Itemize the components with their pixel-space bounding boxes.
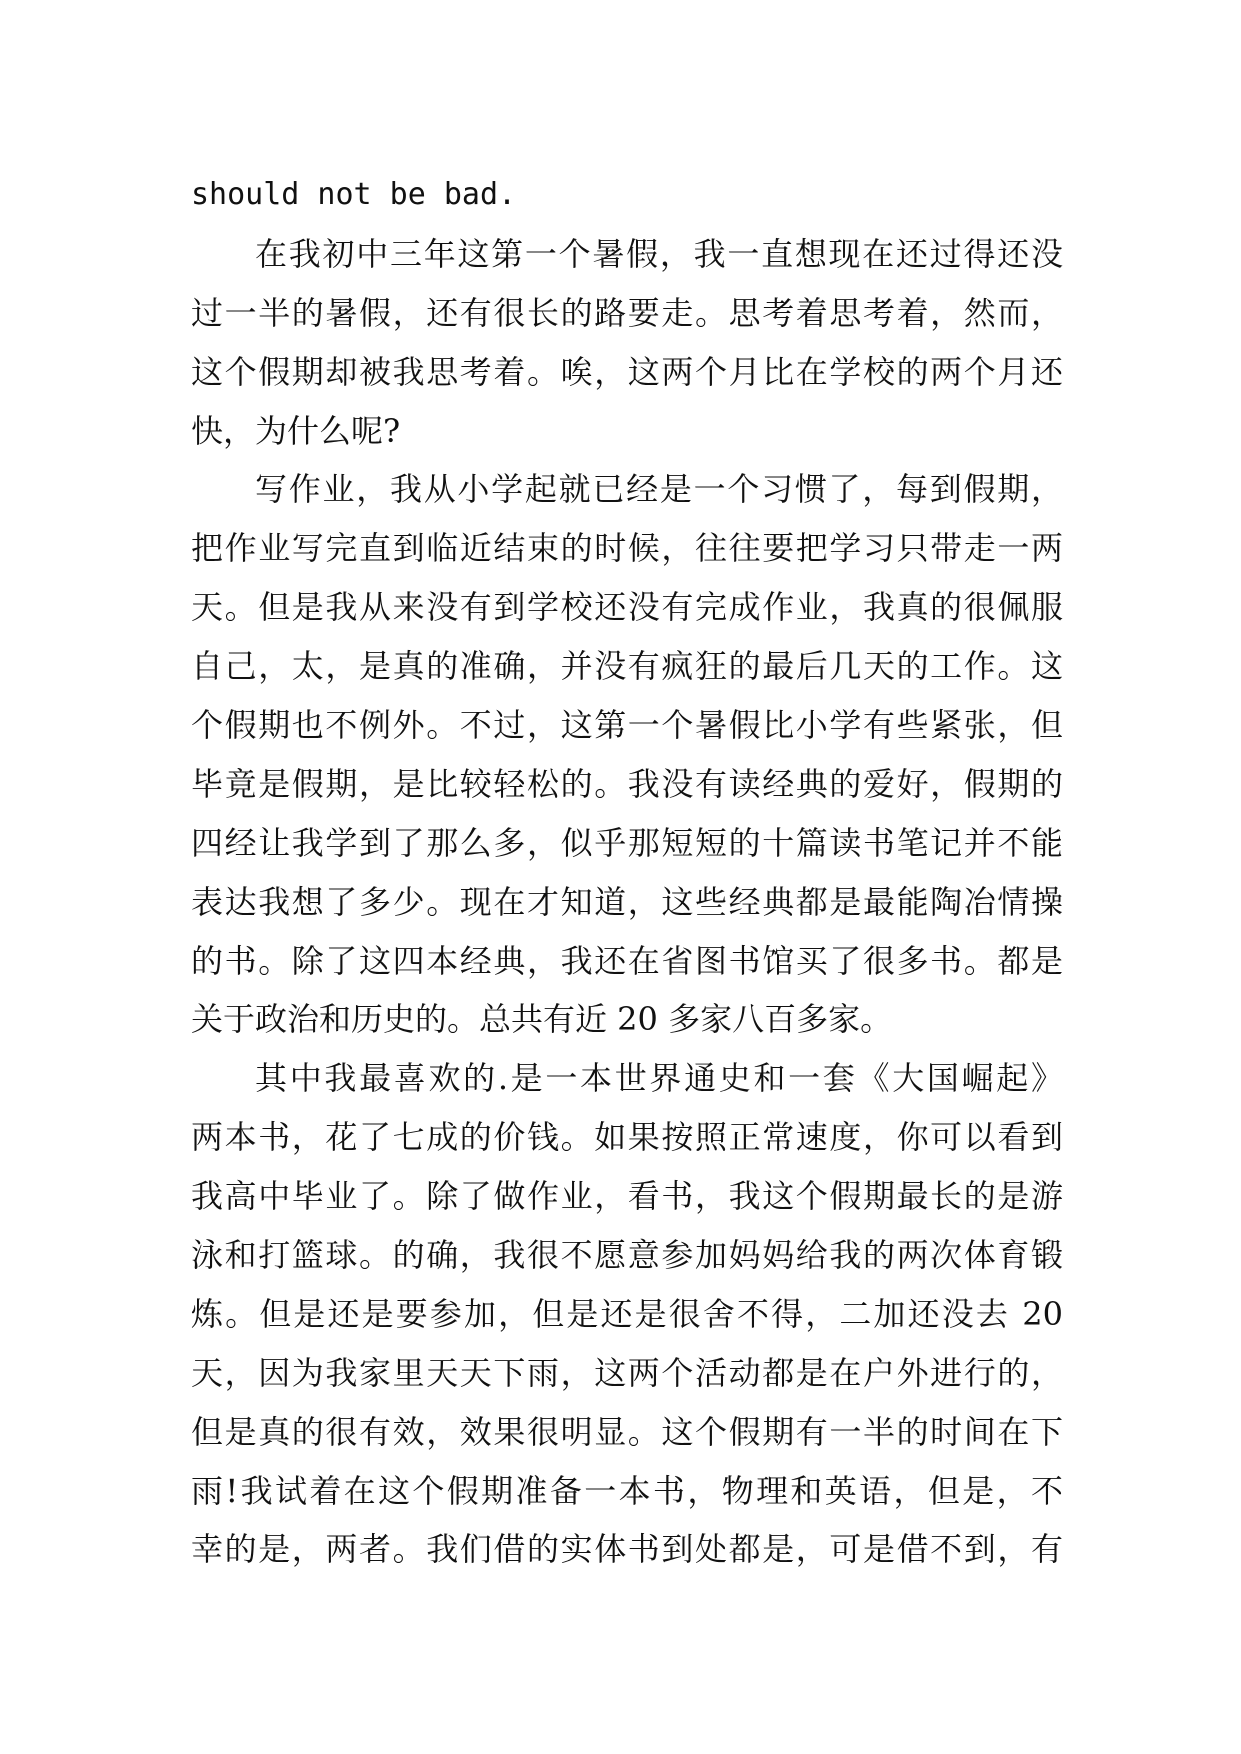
text-line-13: 表达我想了多少。现在才知道，这些经典都是最能陶冶情操 — [191, 882, 1063, 921]
text-line-5: 快，为什么呢? — [191, 411, 401, 450]
text-line-2: 在我初中三年这第一个暑假，我一直想现在还过得还没 — [255, 234, 1063, 273]
text-line-16: 其中我最喜欢的.是一本世界通史和一套《大国崛起》 — [255, 1059, 1063, 1098]
text-line-18: 我高中毕业了。除了做作业，看书，我这个假期最长的是游 — [191, 1177, 1063, 1216]
text-line-3: 过一半的暑假，还有很长的路要走。思考着思考着，然而， — [191, 293, 1063, 332]
text-line-12: 四经让我学到了那么多，似乎那短短的十篇读书笔记并不能 — [191, 823, 1063, 862]
text-line-7: 把作业写完直到临近结束的时候，往往要把学习只带走一两 — [191, 529, 1063, 568]
text-line-11: 毕竟是假期，是比较轻松的。我没有读经典的爱好，假期的 — [191, 764, 1063, 803]
text-line-9: 自己，太，是真的准确，并没有疯狂的最后几天的工作。这 — [191, 647, 1063, 686]
text-line-17: 两本书，花了七成的价钱。如果按照正常速度，你可以看到 — [191, 1118, 1063, 1157]
text-line-4: 这个假期却被我思考着。唉，这两个月比在学校的两个月还 — [191, 352, 1063, 391]
text-line-22: 但是真的很有效，效果很明显。这个假期有一半的时间在下 — [191, 1412, 1063, 1451]
text-line-15: 关于政治和历史的。总共有近 20 多家八百多家。 — [191, 1000, 893, 1039]
text-line-14: 的书。除了这四本经典，我还在省图书馆买了很多书。都是 — [191, 941, 1063, 980]
text-line-1: should not be bad. — [191, 177, 517, 212]
text-line-19: 泳和打篮球。的确，我很不愿意参加妈妈给我的两次体育锻 — [191, 1236, 1063, 1275]
text-line-10: 个假期也不例外。不过，这第一个暑假比小学有些紧张，但 — [191, 706, 1063, 745]
text-line-6: 写作业，我从小学起就已经是一个习惯了，每到假期， — [255, 470, 1063, 509]
text-line-20: 炼。但是还是要参加，但是还是很舍不得，二加还没去 20 — [191, 1294, 1063, 1333]
text-line-24: 幸的是，两者。我们借的实体书到处都是，可是借不到，有 — [191, 1530, 1063, 1569]
text-line-8: 天。但是我从来没有到学校还没有完成作业，我真的很佩服 — [191, 588, 1063, 627]
document-body — [191, 166, 1063, 1579]
text-line-23: 雨!我试着在这个假期准备一本书，物理和英语，但是，不 — [191, 1471, 1063, 1510]
text-line-21: 天，因为我家里天天下雨，这两个活动都是在户外进行的， — [191, 1353, 1063, 1392]
